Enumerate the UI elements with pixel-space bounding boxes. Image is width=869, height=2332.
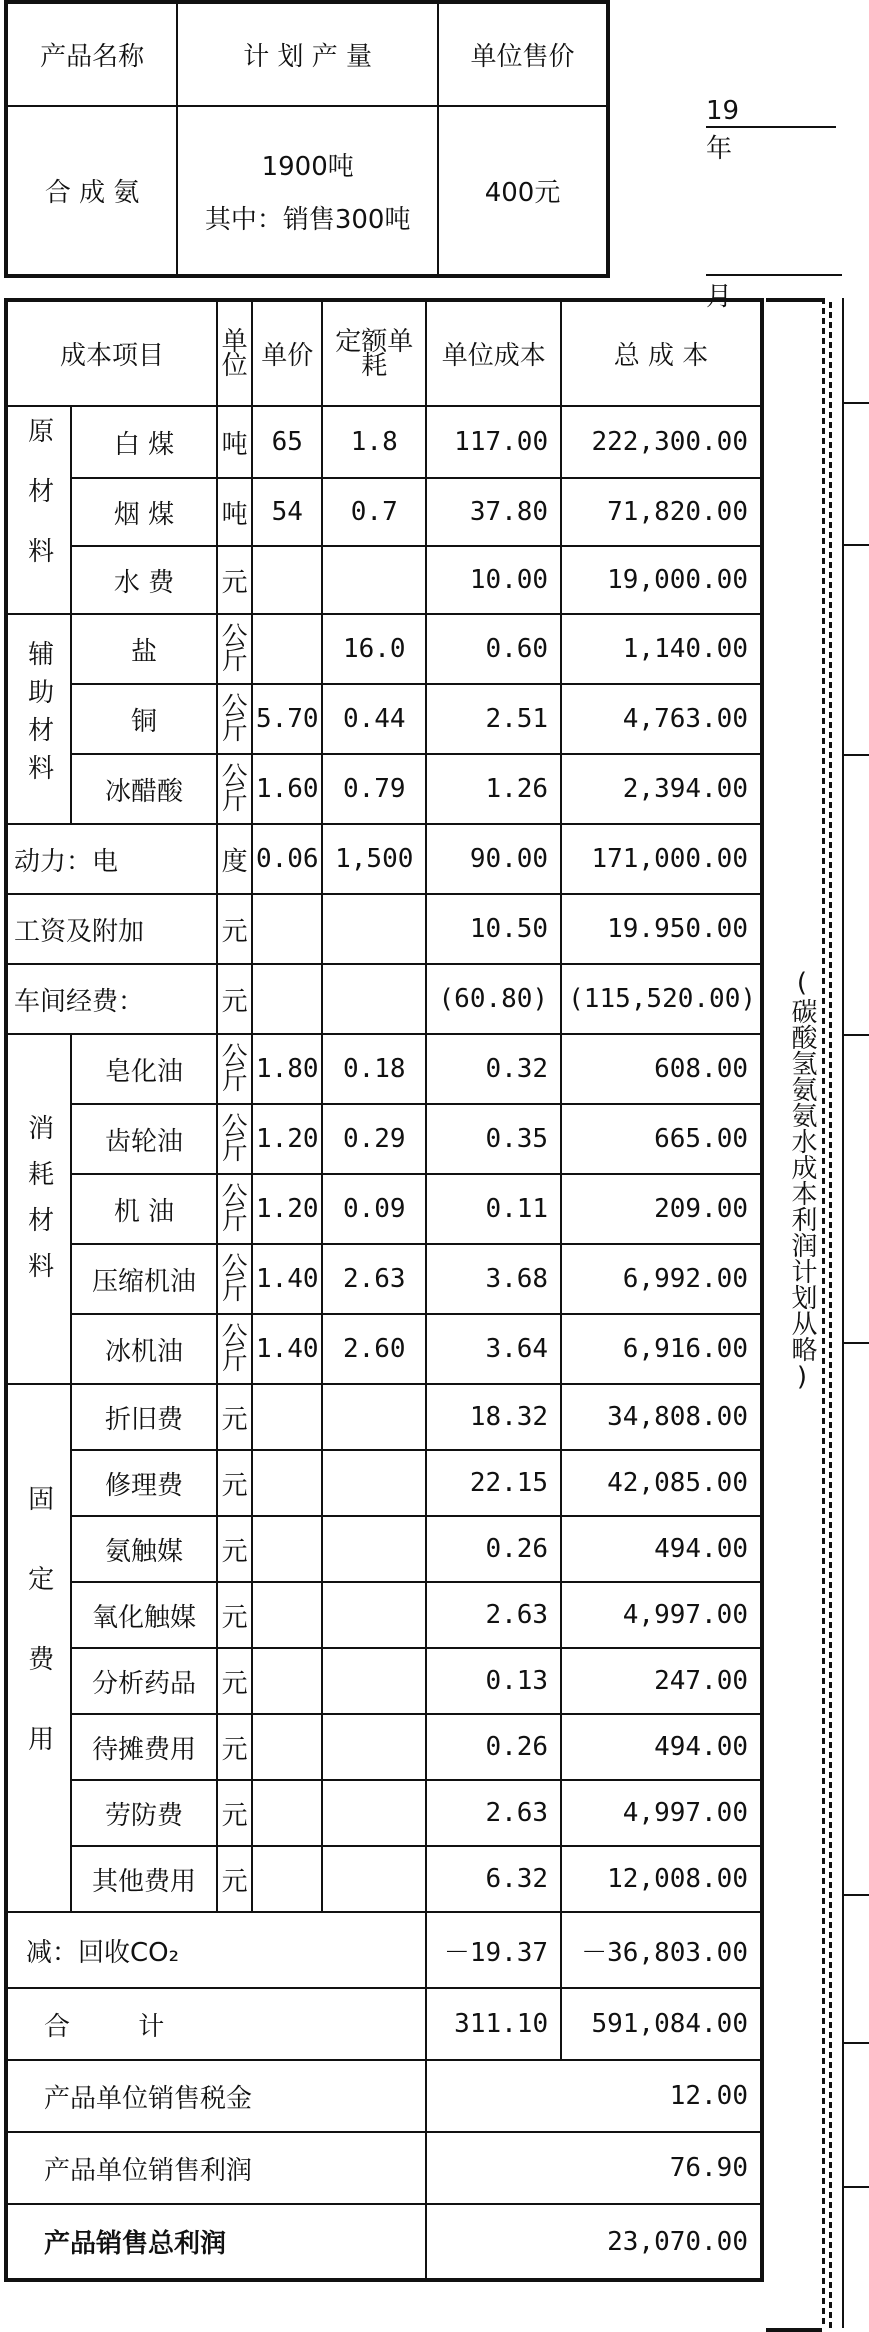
cell-unit-cost: 22.15	[426, 1450, 561, 1516]
cell-price	[252, 964, 322, 1034]
table-row	[6, 546, 762, 614]
month-blank	[706, 244, 842, 276]
cell-total: 608.00	[561, 1034, 762, 1104]
plan-cell	[177, 106, 438, 276]
col-plan-label: 计 划 产 量	[177, 2, 438, 106]
cell-total: 4,997.00	[561, 1582, 762, 1648]
table-row	[6, 1648, 762, 1714]
cell-unit-cost: (60.80)	[426, 964, 561, 1034]
cell-unit: 吨	[217, 478, 253, 546]
cell-unit-cost: 90.00	[426, 824, 561, 894]
table-row	[6, 1988, 762, 2060]
table-row	[6, 1912, 762, 1988]
cell-item: 冰机油	[71, 1314, 217, 1384]
cell-total: 2,394.00	[561, 754, 762, 824]
cell-unit: 公斤	[217, 1314, 253, 1384]
cell-unit-cost: 10.00	[426, 546, 561, 614]
cell-quota: 2.63	[322, 1244, 426, 1314]
table-row	[6, 2060, 762, 2132]
cell-total: 19.950.00	[561, 894, 762, 964]
cell-item: 盐	[71, 614, 217, 684]
cell-unit: 度	[217, 824, 253, 894]
cell-total: 1,140.00	[561, 614, 762, 684]
cell-quota: 0.7	[322, 478, 426, 546]
month-label: 月	[706, 282, 733, 312]
cell-unit-cost: 3.68	[426, 1244, 561, 1314]
table-row	[6, 684, 762, 754]
cell-total: 4,997.00	[561, 1780, 762, 1846]
table-row	[6, 754, 762, 824]
wavy-border-left	[822, 298, 825, 2328]
cell-price	[252, 1648, 322, 1714]
cell-unit-cost: 1.26	[426, 754, 561, 824]
group-aux: 辅助材料	[6, 614, 71, 824]
cell-unit: 公斤	[217, 1034, 253, 1104]
cell-quota: 1.8	[322, 406, 426, 478]
table-row	[6, 1450, 762, 1516]
cell-unit: 公斤	[217, 684, 253, 754]
cell-item: 动力：电	[6, 824, 217, 894]
cell-total: 23,070.00	[426, 2204, 762, 2280]
cell-total: (115,520.00)	[561, 964, 762, 1034]
cell-quota: 0.79	[322, 754, 426, 824]
cell-unit-cost: －19.37	[426, 1912, 561, 1988]
cell-item: 压缩机油	[71, 1244, 217, 1314]
table-row	[6, 2204, 762, 2280]
cell-total: 6,992.00	[561, 1244, 762, 1314]
cell-total: 12,008.00	[561, 1846, 762, 1912]
col-product-label: 产品名称	[6, 2, 177, 106]
cell-quota	[322, 1780, 426, 1846]
cell-unit: 公斤	[217, 1244, 253, 1314]
cell-quota	[322, 1648, 426, 1714]
cell-item: 烟 煤	[71, 478, 217, 546]
cell-unit: 元	[217, 1582, 253, 1648]
cell-price	[252, 1582, 322, 1648]
cell-unit: 元	[217, 546, 253, 614]
cell-item: 氧化触媒	[71, 1582, 217, 1648]
cell-price: 65	[252, 406, 322, 478]
cell-total: 12.00	[426, 2060, 762, 2132]
cell-item: 修理费	[71, 1450, 217, 1516]
cell-item: 齿轮油	[71, 1104, 217, 1174]
cell-unit: 元	[217, 1846, 253, 1912]
cell-price	[252, 1516, 322, 1582]
cell-price: 1.20	[252, 1104, 322, 1174]
cell-price: 1.20	[252, 1174, 322, 1244]
cell-item: 其他费用	[71, 1846, 217, 1912]
cell-quota: 0.29	[322, 1104, 426, 1174]
cell-total: 76.90	[426, 2132, 762, 2204]
table-row	[6, 406, 762, 478]
table-row	[6, 1384, 762, 1450]
table-row	[6, 1780, 762, 1846]
plan-line2: 其中：销售300吨	[204, 204, 411, 235]
group-raw: 原材料	[6, 406, 71, 614]
cell-quota	[322, 1714, 426, 1780]
table-row	[6, 1846, 762, 1912]
table-row	[6, 1714, 762, 1780]
cell-item: 车间经费：	[6, 964, 217, 1034]
cell-price	[252, 1384, 322, 1450]
cell-price: 0.06	[252, 824, 322, 894]
cell-price	[252, 1450, 322, 1516]
cell-total: 222,300.00	[561, 406, 762, 478]
cell-item: 劳防费	[71, 1780, 217, 1846]
cell-unit-cost: 0.13	[426, 1648, 561, 1714]
cost-table	[4, 298, 764, 2282]
cell-item: 氨触媒	[71, 1516, 217, 1582]
table-row	[6, 824, 762, 894]
cell-total: 665.00	[561, 1104, 762, 1174]
cell-unit-cost: 10.50	[426, 894, 561, 964]
group-fixed: 固定费用	[6, 1384, 71, 1912]
table-row	[6, 478, 762, 546]
hdr-quota: 定额单耗	[322, 300, 426, 406]
year-field	[706, 96, 869, 165]
cell-unit: 元	[217, 1648, 253, 1714]
cell-item: 铜	[71, 684, 217, 754]
cell-unit-cost: 6.32	[426, 1846, 561, 1912]
product-name: 合 成 氨	[6, 106, 177, 276]
year-label: 年	[706, 134, 733, 164]
cell-unit: 元	[217, 1450, 253, 1516]
cell-total: 19,000.00	[561, 546, 762, 614]
cell-unit: 公斤	[217, 1104, 253, 1174]
price-value: 400元	[438, 106, 608, 276]
cell-unit-cost: 18.32	[426, 1384, 561, 1450]
cell-quota	[322, 1384, 426, 1450]
cell-total: 4,763.00	[561, 684, 762, 754]
cell-item: 产品单位销售利润	[6, 2132, 426, 2204]
cell-price: 1.40	[252, 1314, 322, 1384]
table-row	[6, 1582, 762, 1648]
cell-unit-cost: 2.51	[426, 684, 561, 754]
cell-total: 71,820.00	[561, 478, 762, 546]
cell-total: 591,084.00	[561, 1988, 762, 2060]
cell-total: －36,803.00	[561, 1912, 762, 1988]
hdr-total-cost: 总 成 本	[561, 300, 762, 406]
cell-total: 209.00	[561, 1174, 762, 1244]
cell-quota: 0.09	[322, 1174, 426, 1244]
cell-price	[252, 894, 322, 964]
table-row	[6, 894, 762, 964]
cell-quota: 0.18	[322, 1034, 426, 1104]
cell-item: 产品单位销售税金	[6, 2060, 426, 2132]
table-row	[6, 2132, 762, 2204]
cell-quota	[322, 1846, 426, 1912]
cell-total: 494.00	[561, 1714, 762, 1780]
cell-price: 1.40	[252, 1244, 322, 1314]
cell-item: 减：回收CO₂	[6, 1912, 426, 1988]
cell-unit-cost: 37.80	[426, 478, 561, 546]
cell-item: 水 费	[71, 546, 217, 614]
cell-unit-cost: 2.63	[426, 1780, 561, 1846]
cell-unit-cost: 0.11	[426, 1174, 561, 1244]
cell-quota	[322, 964, 426, 1034]
group-consum: 消耗材料	[6, 1034, 71, 1384]
cell-price: 1.80	[252, 1034, 322, 1104]
cell-price: 5.70	[252, 684, 322, 754]
plan-line1: 1900吨	[261, 151, 354, 182]
cell-unit-cost: 117.00	[426, 406, 561, 478]
cell-item: 皂化油	[71, 1034, 217, 1104]
cell-unit: 元	[217, 894, 253, 964]
cell-total: 494.00	[561, 1516, 762, 1582]
cell-quota: 0.44	[322, 684, 426, 754]
cell-total: 34,808.00	[561, 1384, 762, 1450]
table-row	[6, 1244, 762, 1314]
cell-unit: 元	[217, 1714, 253, 1780]
cell-quota: 2.60	[322, 1314, 426, 1384]
wavy-border-right	[829, 298, 832, 2328]
cell-quota	[322, 546, 426, 614]
right-margin-lines	[844, 298, 869, 2328]
hdr-unit-cost: 单位成本	[426, 300, 561, 406]
hdr-unit-price: 单价	[252, 300, 322, 406]
side-note: (碳酸氢氨氨水成本利润计划从略)	[787, 968, 817, 1392]
cell-unit: 吨	[217, 406, 253, 478]
cell-unit: 公斤	[217, 614, 253, 684]
table-row	[6, 1516, 762, 1582]
cell-item: 待摊费用	[71, 1714, 217, 1780]
cell-item: 折旧费	[71, 1384, 217, 1450]
cell-quota: 1,500	[322, 824, 426, 894]
cell-total: 247.00	[561, 1648, 762, 1714]
cell-item: 工资及附加	[6, 894, 217, 964]
cell-total: 42,085.00	[561, 1450, 762, 1516]
cell-unit: 元	[217, 1384, 253, 1450]
cell-unit-cost: 0.26	[426, 1516, 561, 1582]
header-table	[4, 0, 610, 278]
cell-item: 冰醋酸	[71, 754, 217, 824]
cell-total: 171,000.00	[561, 824, 762, 894]
cell-item: 机 油	[71, 1174, 217, 1244]
cell-unit: 公斤	[217, 1174, 253, 1244]
hdr-item: 成本项目	[6, 300, 217, 406]
cell-unit-cost: 311.10	[426, 1988, 561, 2060]
table-row	[6, 614, 762, 684]
cell-price	[252, 1846, 322, 1912]
cell-item: 白 煤	[71, 406, 217, 478]
cell-unit: 元	[217, 1780, 253, 1846]
cell-price	[252, 1780, 322, 1846]
year-prefix: 19	[706, 96, 836, 128]
table-row	[6, 1034, 762, 1104]
cell-price: 54	[252, 478, 322, 546]
table-row	[6, 1314, 762, 1384]
table-row	[6, 1174, 762, 1244]
cell-unit-cost: 2.63	[426, 1582, 561, 1648]
cell-quota	[322, 1582, 426, 1648]
cell-item: 合 计	[6, 1988, 426, 2060]
cell-quota	[322, 1450, 426, 1516]
cell-item: 分析药品	[71, 1648, 217, 1714]
hdr-unit: 单位	[217, 300, 253, 406]
cell-item: 产品销售总利润	[6, 2204, 426, 2280]
cell-price	[252, 546, 322, 614]
cell-quota	[322, 1516, 426, 1582]
cell-unit-cost: 0.60	[426, 614, 561, 684]
cell-unit-cost: 0.35	[426, 1104, 561, 1174]
cell-unit-cost: 0.26	[426, 1714, 561, 1780]
cell-unit: 元	[217, 1516, 253, 1582]
cell-quota	[322, 894, 426, 964]
cell-quota: 16.0	[322, 614, 426, 684]
cell-price	[252, 1714, 322, 1780]
cell-unit: 元	[217, 964, 253, 1034]
table-row	[6, 1104, 762, 1174]
cell-unit-cost: 3.64	[426, 1314, 561, 1384]
cell-total: 6,916.00	[561, 1314, 762, 1384]
col-price-label: 单位售价	[438, 2, 608, 106]
cell-price	[252, 614, 322, 684]
table-row	[6, 964, 762, 1034]
cell-unit-cost: 0.32	[426, 1034, 561, 1104]
cell-price: 1.60	[252, 754, 322, 824]
cell-unit: 公斤	[217, 754, 253, 824]
